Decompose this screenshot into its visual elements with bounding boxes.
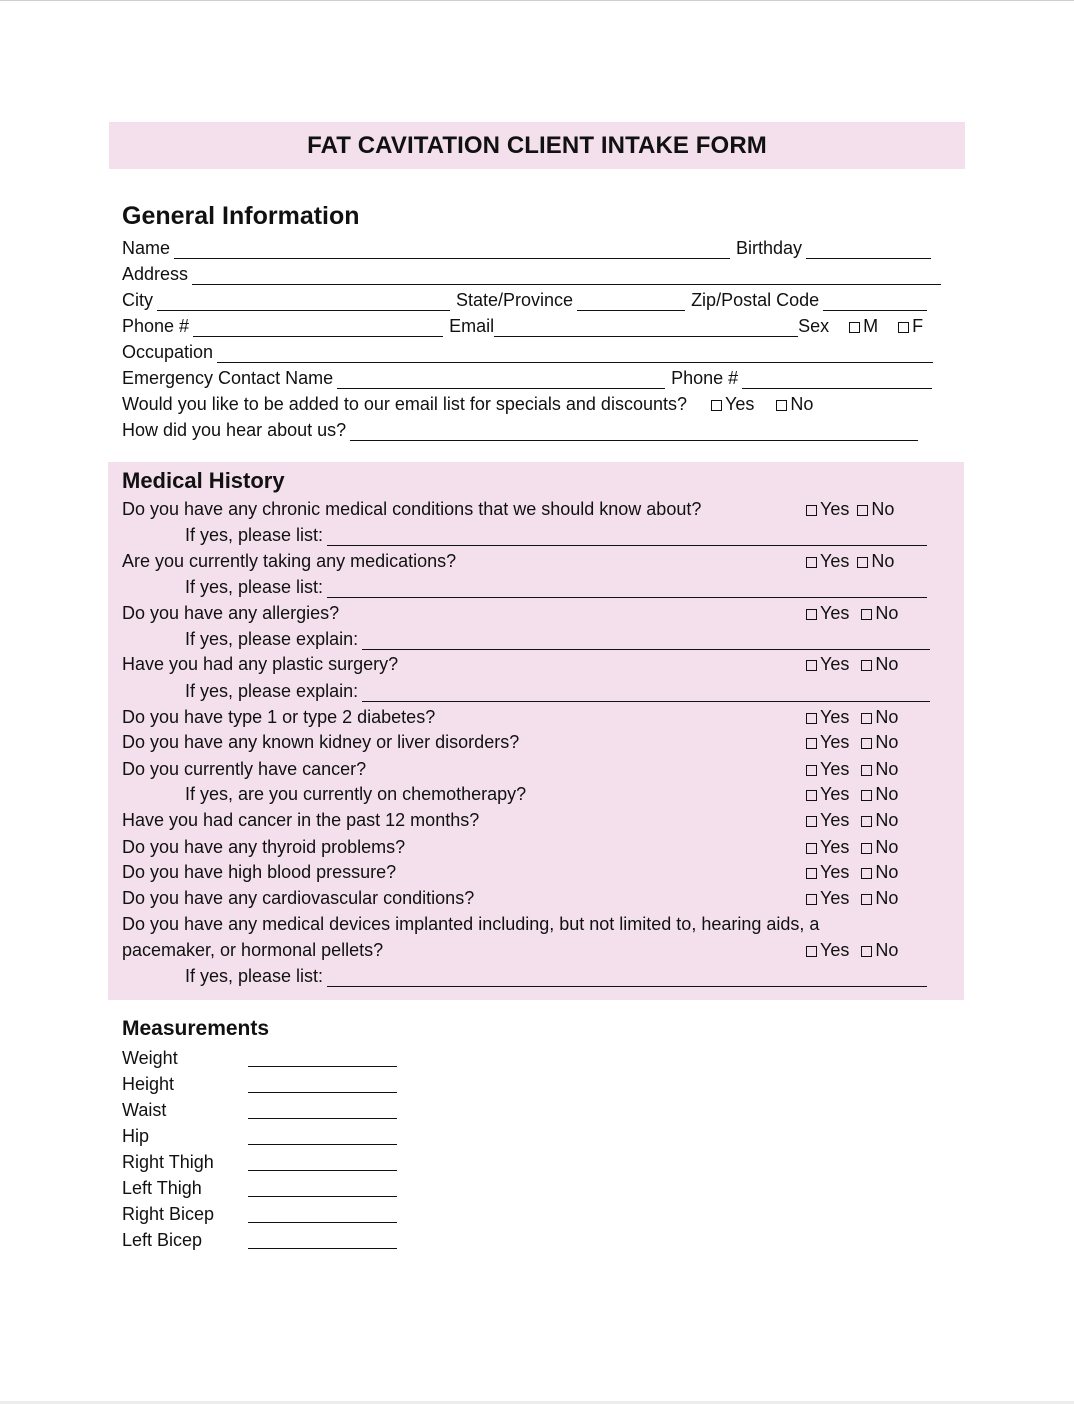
hear-row [122,419,918,441]
checkbox-icon[interactable] [861,816,872,827]
q-plastic-surgery-yes-no [806,653,898,675]
checkbox-icon[interactable] [861,738,872,749]
checkbox-icon[interactable] [861,765,872,776]
address-row [122,263,941,285]
sex-m-option[interactable] [849,315,878,337]
question-text: Do you have any allergies? [122,603,340,623]
left-thigh-label: Left Thigh [122,1178,202,1198]
medical-history-heading: Medical History [122,468,285,493]
checkbox-icon[interactable] [806,738,817,749]
email-list-no-option[interactable] [776,393,813,415]
emergency-name-field[interactable] [337,371,665,389]
q-cardiovascular [122,887,474,909]
chronic-conditions-field[interactable] [327,528,927,546]
checkbox-icon[interactable] [806,894,817,905]
checkbox-icon[interactable] [857,557,868,568]
email-list-yes-option[interactable] [711,393,754,415]
yes-option[interactable]: Yes [806,887,849,909]
checkbox-icon[interactable] [898,322,909,333]
question-text: Do you have type 1 or type 2 diabetes? [122,707,436,727]
q-allergies-yes-no [806,602,898,624]
checkbox-icon[interactable] [857,505,868,516]
question-text: Do you currently have cancer? [122,759,367,779]
emergency-label: Emergency Contact Name [122,368,334,388]
phone-label: Phone # [122,316,190,336]
state-field[interactable] [577,293,685,311]
question-text: Do you have any thyroid problems? [122,837,406,857]
checkbox-icon[interactable] [806,557,817,568]
email-list-row [122,393,813,415]
checkbox-icon[interactable] [861,790,872,801]
checkbox-icon[interactable] [806,765,817,776]
no-option[interactable]: No [861,861,898,883]
yes-label: Yes [725,394,755,414]
left-bicep-field[interactable] [248,1231,397,1249]
checkbox-icon[interactable] [711,400,722,411]
sex-f-label: F [912,316,924,336]
no-option[interactable]: No [861,939,898,961]
question-text: Do you have any medical devices implanted including, but not limited to, hearing aids, a [122,914,820,934]
checkbox-icon[interactable] [806,505,817,516]
height-field[interactable] [248,1075,397,1093]
checkbox-icon[interactable] [806,609,817,620]
q-medical-devices-line1 [122,913,819,935]
checkbox-icon[interactable] [806,946,817,957]
waist-label: Waist [122,1100,167,1120]
allergies-field[interactable] [362,632,930,650]
right-bicep-field[interactable] [248,1205,397,1223]
phone-field[interactable] [193,319,443,337]
no-option[interactable]: No [861,602,898,624]
occupation-field[interactable] [217,345,933,363]
medications-field[interactable] [327,580,927,598]
q-medications-list [185,576,927,598]
hip-field[interactable] [248,1127,397,1145]
waist-field[interactable] [248,1101,397,1119]
address-label: Address [122,264,189,284]
q-medications-yes-no [806,550,894,572]
q-cardiovascular-yes-no [806,887,898,909]
q-chemotherapy-yes-no [806,783,898,805]
yes-option[interactable]: Yes [806,602,849,624]
birthday-label: Birthday [736,238,803,258]
q-cancer-past-12-months-yes-no [806,809,898,831]
left-thigh-field[interactable] [248,1179,397,1197]
checkbox-icon[interactable] [806,713,817,724]
yes-option[interactable]: Yes [806,861,849,883]
sex-label: Sex [798,316,830,336]
email-label: Email [449,316,495,336]
q-allergies [122,602,339,624]
yes-option[interactable]: Yes [806,498,849,520]
yes-option[interactable]: Yes [806,706,849,728]
hear-label: How did you hear about us? [122,420,347,440]
q-cancer-yes-no [806,758,898,780]
yes-option[interactable]: Yes [806,783,849,805]
name-row [122,237,931,259]
left-bicep-label: Left Bicep [122,1230,203,1250]
no-option[interactable]: No [861,731,898,753]
q-thyroid [122,836,405,858]
checkbox-icon[interactable] [776,400,787,411]
checkbox-icon[interactable] [806,868,817,879]
measurements-heading: Measurements [122,1017,270,1040]
no-option[interactable]: No [861,783,898,805]
phone-email-row [122,315,923,337]
hip-label: Hip [122,1126,150,1146]
checkbox-icon[interactable] [861,660,872,671]
zip-label: Zip/Postal Code [691,290,820,310]
checkbox-icon[interactable] [861,868,872,879]
occupation-label: Occupation [122,342,214,362]
checkbox-icon[interactable] [806,790,817,801]
plastic-surgery-field[interactable] [362,684,930,702]
q-plastic-surgery-explain [185,680,930,702]
yes-option[interactable]: Yes [806,939,849,961]
q-medications [122,550,456,572]
city-label: City [122,290,153,310]
sex-f-option[interactable] [898,315,923,337]
right-thigh-label: Right Thigh [122,1152,214,1172]
question-text: Do you have any chronic medical conditions that we should know about? [122,499,702,519]
q-chronic-conditions-list [185,524,927,546]
city-field[interactable] [157,293,450,311]
no-option[interactable]: No [861,887,898,909]
q-diabetes [122,706,435,728]
yes-option[interactable]: Yes [806,731,849,753]
emergency-phone-field[interactable] [742,371,932,389]
no-option[interactable]: No [861,809,898,831]
no-option[interactable]: No [861,836,898,858]
sub-question-text: If yes, please explain: [185,681,359,701]
no-option[interactable]: No [861,706,898,728]
no-option[interactable]: No [861,758,898,780]
sex-m-label: M [863,316,879,336]
question-text: Do you have any known kidney or liver disorders? [122,732,520,752]
title-band [109,122,965,169]
name-label: Name [122,238,171,258]
name-field[interactable] [174,241,730,259]
right-bicep-label: Right Bicep [122,1204,215,1224]
checkbox-icon[interactable] [861,609,872,620]
form-title: FAT CAVITATION CLIENT INTAKE FORM [307,131,767,159]
sub-question-text: If yes, are you currently on chemotherapy? [185,784,527,804]
q-diabetes-yes-no [806,706,898,728]
question-text: Do you have high blood pressure? [122,862,397,882]
q-blood-pressure [122,861,396,883]
q-plastic-surgery [122,653,398,675]
yes-option[interactable]: Yes [806,758,849,780]
medical-devices-field[interactable] [327,969,927,987]
checkbox-icon[interactable] [806,816,817,827]
sub-question-text: If yes, please explain: [185,629,359,649]
city-row [122,289,927,311]
checkbox-icon[interactable] [861,843,872,854]
sub-question-text: If yes, please list: [185,966,324,986]
q-thyroid-yes-no [806,836,898,858]
no-label: No [790,394,814,414]
q-kidney-liver-yes-no [806,731,898,753]
question-text: pacemaker, or hormonal pellets? [122,940,384,960]
q-allergies-explain [185,628,930,650]
q-blood-pressure-yes-no [806,861,898,883]
q-medical-devices-list [185,965,927,987]
question-text: Have you had any plastic surgery? [122,654,399,674]
q-chemotherapy [185,783,526,805]
question-text: Are you currently taking any medications? [122,551,457,571]
q-medical-devices-yes-no [806,939,898,961]
checkbox-icon[interactable] [806,660,817,671]
general-info-heading: General Information [122,202,360,230]
checkbox-icon[interactable] [849,322,860,333]
q-kidney-liver [122,731,519,753]
q-chronic-conditions-yes-no [806,498,894,520]
no-option[interactable]: No [857,550,894,572]
checkbox-icon[interactable] [861,894,872,905]
emergency-row [122,367,932,389]
email-list-question: Would you like to be added to our email list for specials and discounts? [122,394,687,414]
q-cancer-past-12-months [122,809,479,831]
yes-option[interactable]: Yes [806,836,849,858]
question-text: Have you had cancer in the past 12 months? [122,810,480,830]
page-top-border [0,0,1074,1]
address-field[interactable] [192,267,941,285]
sub-question-text: If yes, please list: [185,577,324,597]
no-option[interactable]: No [861,653,898,675]
zip-field[interactable] [823,293,927,311]
yes-option[interactable]: Yes [806,653,849,675]
yes-option[interactable]: Yes [806,550,849,572]
checkbox-icon[interactable] [861,946,872,957]
height-label: Height [122,1074,175,1094]
sub-question-text: If yes, please list: [185,525,324,545]
no-option[interactable]: No [857,498,894,520]
email-field[interactable] [494,319,798,337]
q-cancer [122,758,366,780]
q-chronic-conditions [122,498,701,520]
yes-option[interactable]: Yes [806,809,849,831]
occupation-row [122,341,933,363]
weight-label: Weight [122,1048,178,1068]
right-thigh-field[interactable] [248,1153,397,1171]
hear-field[interactable] [350,423,918,441]
checkbox-icon[interactable] [806,843,817,854]
weight-field[interactable] [248,1049,397,1067]
birthday-field[interactable] [806,241,931,259]
question-text: Do you have any cardiovascular conditions? [122,888,475,908]
q-medical-devices-line2 [122,939,383,961]
checkbox-icon[interactable] [861,713,872,724]
emergency-phone-label: Phone # [671,368,739,388]
state-label: State/Province [456,290,574,310]
